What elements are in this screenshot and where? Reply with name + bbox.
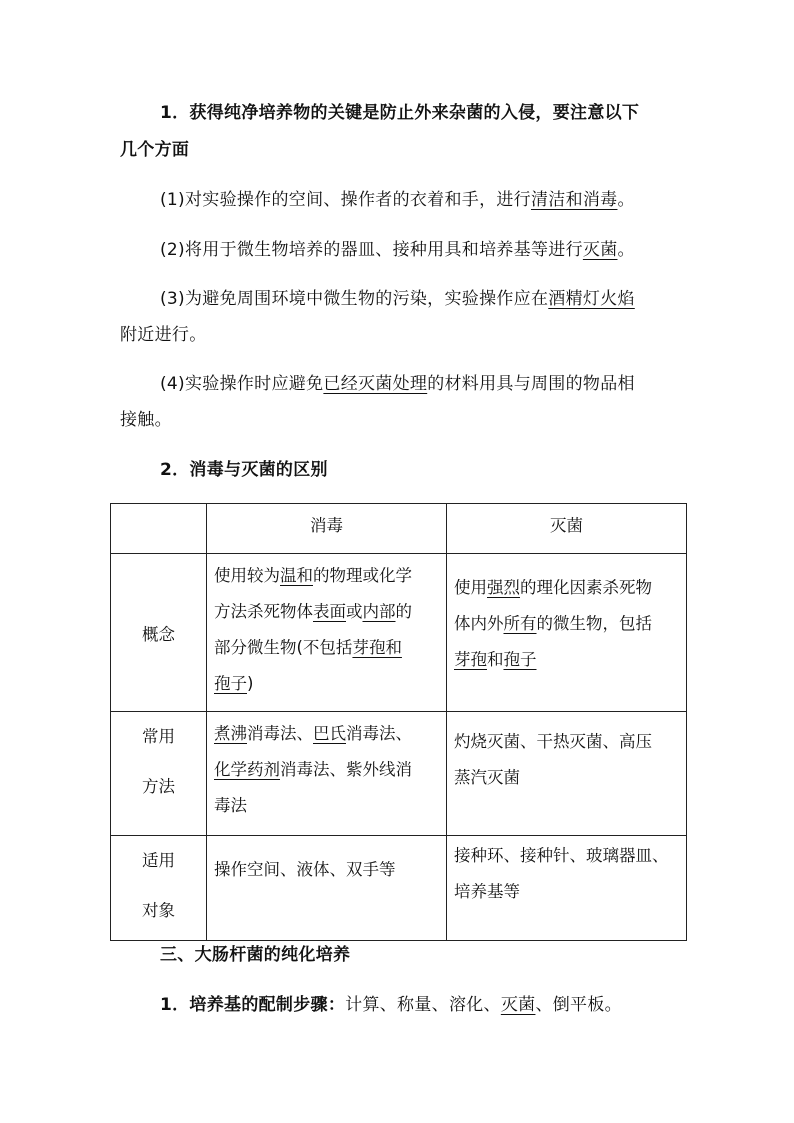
- section3-item1-answer: 灭菌: [500, 995, 536, 1015]
- paragraph-3-answer: 酒精灯火焰: [548, 289, 635, 309]
- targets-sterilization-cell: [447, 836, 687, 941]
- methods-sterilization-cell: [447, 712, 687, 836]
- text-run: 接种环、接种针、玻璃器皿、: [454, 846, 669, 865]
- answer-run: 煮沸: [214, 724, 247, 743]
- text-run: 或: [346, 602, 363, 621]
- text-run: 使用较为: [214, 566, 280, 585]
- row-label-methods-line1: 常用: [142, 727, 175, 746]
- header-disinfection-label: 消毒: [310, 516, 343, 535]
- text-run: 培养基等: [454, 882, 520, 901]
- section2-title: 2．消毒与灭菌的区别: [160, 460, 328, 480]
- paragraph-4-line2: 接触。: [120, 410, 172, 430]
- row-label-targets: [111, 836, 207, 941]
- paragraph-3-text: (3)为避免周围环境中微生物的污染，实验操作应在: [160, 289, 549, 309]
- targets-disinfection-cell: [207, 836, 447, 941]
- paragraph-2: [160, 235, 635, 260]
- answer-run: 强烈: [487, 578, 520, 597]
- row-label-methods-line2: 方法: [142, 777, 175, 796]
- text-run: 的微生物，包括: [536, 614, 652, 633]
- section3-item1: [160, 990, 622, 1015]
- text-run: 的: [395, 602, 412, 621]
- paragraph-1-answer: 清洁和消毒: [530, 190, 618, 210]
- text-run: 消毒法、紫外线消: [280, 760, 412, 779]
- answer-run: 巴氏: [313, 724, 346, 743]
- methods-sterilization-text: [447, 712, 686, 800]
- section3-item1-text: 计算、称量、溶化、: [345, 995, 501, 1015]
- section3-item1-label: 1．培养基的配制步骤：: [160, 995, 346, 1015]
- paragraph-4-text-post: 的材料用具与周围的物品相: [427, 374, 635, 394]
- text-run: 蒸汽灭菌: [454, 768, 520, 787]
- concept-sterilization-cell: [447, 554, 687, 712]
- text-run: 消毒法、: [346, 724, 412, 743]
- table-header-row: [111, 504, 687, 554]
- table-header-sterilization: [447, 504, 687, 554]
- text-run: 和: [487, 650, 504, 669]
- paragraph-2-text: (2)将用于微生物培养的器皿、接种用具和培养基等进行: [160, 240, 583, 260]
- section3-item1-end: 、倒平板。: [535, 995, 622, 1015]
- text-run: 体内外: [454, 614, 504, 633]
- row-label-concept-text: 概念: [142, 624, 175, 644]
- answer-run: 所有: [503, 614, 537, 633]
- paragraph-3-line2: 附近进行。: [120, 325, 207, 345]
- concept-sterilization-text: [447, 554, 686, 682]
- item1-heading-line2: 几个方面: [120, 140, 190, 160]
- paragraph-4: [160, 369, 635, 394]
- text-run: 方法杀死物体: [214, 602, 313, 621]
- table-header-disinfection: [207, 504, 447, 554]
- paragraph-4-answer: 已经灭菌处理: [323, 374, 428, 394]
- answer-run: 芽孢: [454, 650, 487, 669]
- paragraph-1: [160, 185, 635, 210]
- table-row: [111, 836, 687, 941]
- row-label-concept: [111, 554, 207, 712]
- concept-disinfection-text: [207, 554, 446, 706]
- answer-run: 化学药剂: [214, 760, 280, 779]
- row-label-targets-line2: 对象: [142, 901, 175, 920]
- row-label-targets-line1: 适用: [142, 851, 175, 870]
- methods-disinfection-cell: [207, 712, 447, 836]
- item1-heading-line1: 1．获得纯净培养物的关键是防止外来杂菌的入侵，要注意以下: [160, 103, 640, 123]
- comparison-table: [110, 503, 687, 941]
- header-sterilization-label: 灭菌: [550, 516, 583, 535]
- text-run: 使用: [454, 578, 487, 597]
- paragraph-1-text: (1)对实验操作的空间、操作者的衣着和手，进行: [160, 190, 531, 210]
- answer-run: 孢子: [503, 650, 537, 669]
- text-run: 部分微生物(不包括: [214, 638, 353, 657]
- paragraph-2-end: 。: [617, 240, 635, 260]
- targets-disinfection-text: 操作空间、液体、双手等: [214, 860, 396, 879]
- text-run: 的物理或化学: [313, 566, 412, 585]
- row-label-methods: [111, 712, 207, 836]
- paragraph-3: [160, 284, 635, 309]
- paragraph-1-end: 。: [617, 190, 635, 210]
- text-run: 毒法: [214, 796, 247, 815]
- answer-run: 温和: [280, 566, 313, 585]
- answer-run: 芽孢和: [352, 638, 402, 657]
- text-run: 灼烧灭菌、干热灭菌、高压: [454, 732, 652, 751]
- methods-disinfection-text: [207, 712, 446, 828]
- table-row: [111, 712, 687, 836]
- answer-run: 孢子: [214, 674, 247, 693]
- targets-sterilization-text: [447, 836, 686, 914]
- text-run: 消毒法、: [247, 724, 313, 743]
- table-row: [111, 554, 687, 712]
- paragraph-2-answer: 灭菌: [582, 240, 618, 260]
- text-run: 的理化因素杀死物: [520, 578, 652, 597]
- answer-run: 表面: [313, 602, 346, 621]
- section3-title: 三、大肠杆菌的纯化培养: [160, 945, 351, 965]
- paragraph-4-text: (4)实验操作时应避免: [160, 374, 324, 394]
- text-run: ): [247, 674, 254, 693]
- answer-run: 内部: [362, 602, 396, 621]
- table-corner-cell: [111, 504, 207, 554]
- concept-disinfection-cell: [207, 554, 447, 712]
